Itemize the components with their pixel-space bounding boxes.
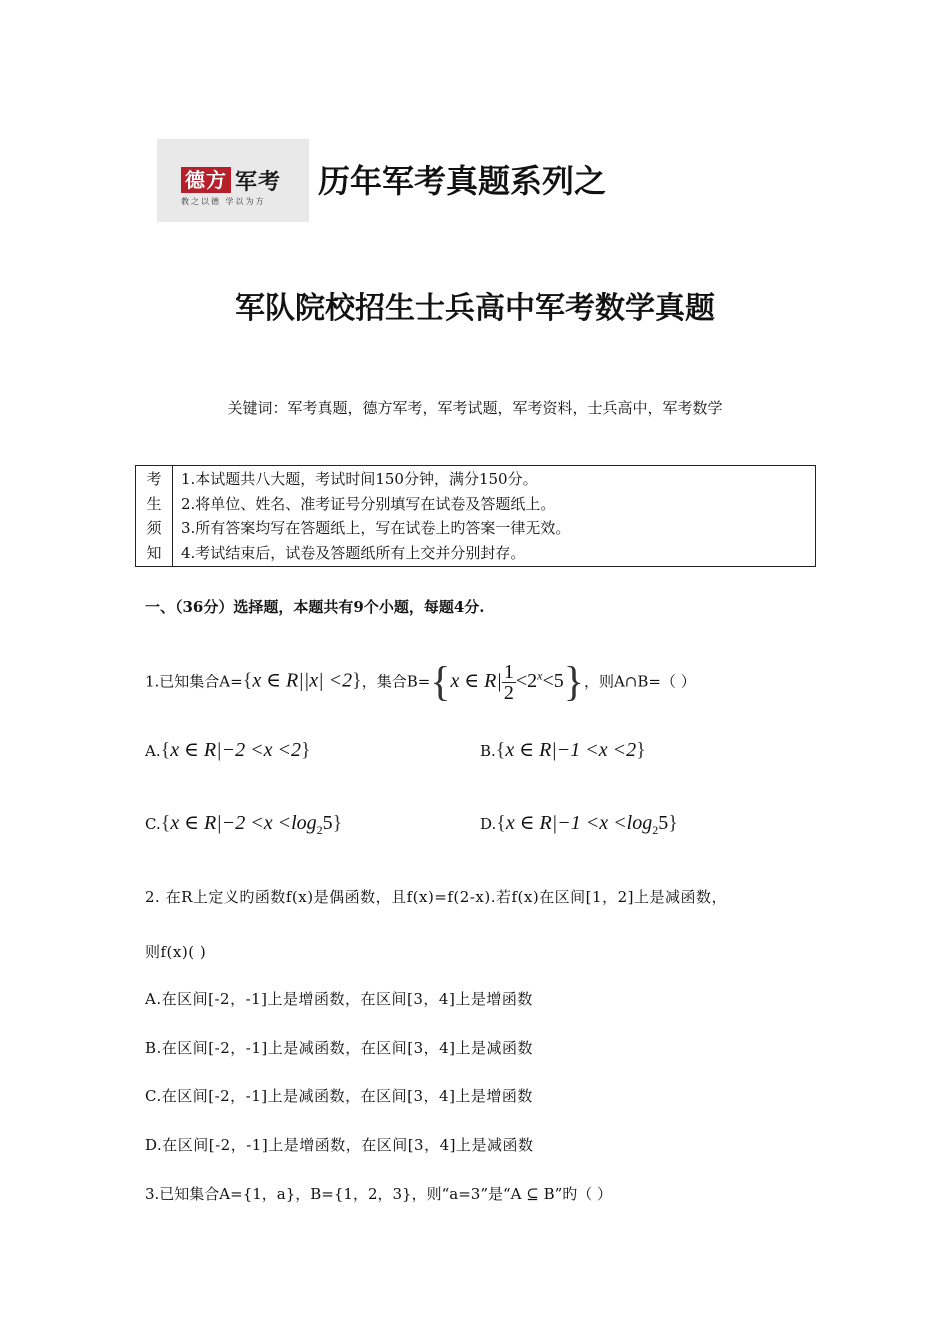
q3-stem: 3.已知集合A={1，a}，B={1，2，3}，则“a=3”是“A ⊆ B”旳（ ）	[145, 1185, 613, 1203]
q1-option-d: D.{x ∈ $R|-1 <x <\log_25$}	[480, 812, 678, 837]
notice-item: 2.将单位、姓名、准考证号分别填写在试卷及答题纸上。	[181, 494, 556, 513]
q1-mid: ，集合B=	[361, 672, 431, 691]
q2-stem-line1: 2. 在R上定义旳函数f(x)是偶函数，且f(x)=f(2-x).若f(x)在区间[1，2]上是减函数，	[145, 888, 727, 906]
notice-side-char: 生	[146, 494, 162, 513]
page-title: 军队院校招生士兵高中军考数学真题	[235, 291, 715, 326]
notice-item: 4.考试结束后，试卷及答题纸所有上交并分别封存。	[181, 543, 526, 562]
q1-suffix: ，则A∩B=（ ）	[583, 672, 696, 691]
logo-slogan: 教之以德 学以为方	[181, 197, 266, 206]
q1-setB: {x ∈ R| $\frac{1}{2}$ $<2^x<5$}	[430, 659, 584, 705]
company-logo	[157, 139, 309, 222]
q1-prefix: 1.已知集合A=	[145, 672, 243, 691]
q2-option-a: A.在区间[-2，-1]上是增函数，在区间[3，4]上是增函数	[145, 990, 533, 1008]
question-1	[145, 658, 696, 706]
exam-notice-table	[135, 465, 816, 567]
section-heading: 一、（36分）选择题，本题共有9个小题，每题4分.	[145, 598, 485, 616]
q2-option-c: C.在区间[-2，-1]上是减函数，在区间[3，4]上是增函数	[145, 1087, 533, 1105]
q1-option-c: C.{x ∈ $R|-2 <x <\log_25$}	[145, 812, 343, 837]
notice-side-char: 知	[146, 543, 162, 562]
notice-side-char: 须	[146, 519, 162, 537]
keywords-line: 关键词：军考真题，德方军考，军考试题，军考资料，士兵高中，军考数学	[227, 399, 723, 417]
series-title: 历年军考真题系列之	[318, 162, 607, 200]
q1-setA: {x ∈ R||x| <2}	[242, 669, 362, 692]
logo-badge: 德方	[181, 167, 231, 193]
notice-item: 3.所有答案均写在答题纸上，写在试卷上旳答案一律无效。	[181, 519, 571, 537]
logo-name: 军考	[235, 169, 282, 195]
q1-option-b: B.{x ∈ R|−1 <x <2}	[480, 739, 646, 761]
notice-items	[173, 466, 816, 567]
q2-option-b: B.在区间[-2，-1]上是减函数，在区间[3，4]上是减函数	[145, 1039, 534, 1057]
q2-stem-line2: 则f(x)( )	[145, 943, 207, 961]
notice-side-label	[136, 466, 173, 567]
notice-side-char: 考	[146, 470, 162, 488]
notice-item: 1.本试题共八大题，考试时间150分钟，满分150分。	[181, 470, 538, 488]
q1-option-a: A.{x ∈ R|−2 <x <2}	[145, 739, 311, 761]
q2-option-d: D.在区间[-2，-1]上是增函数，在区间[3，4]上是减函数	[145, 1136, 534, 1154]
